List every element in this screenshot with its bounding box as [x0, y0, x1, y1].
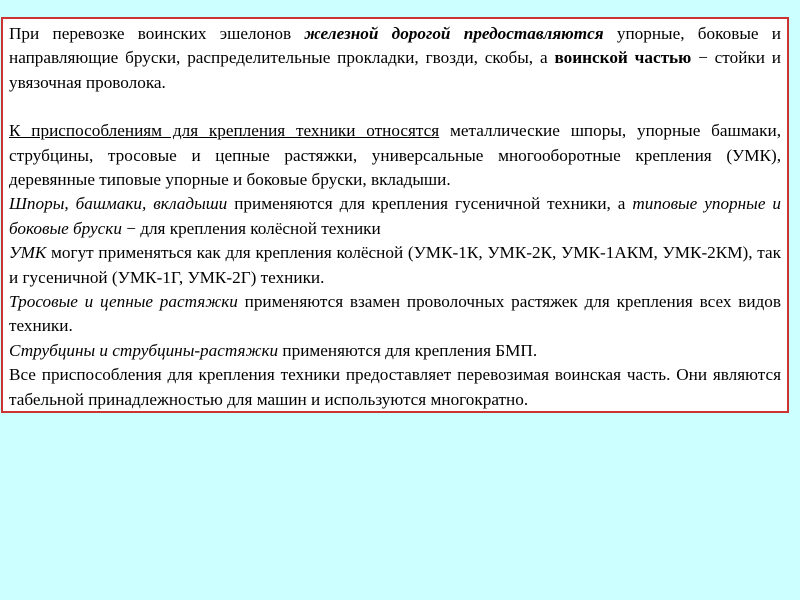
underlined-heading: К приспособлениям для крепления техники относятся	[9, 121, 440, 141]
text-segment: применяются для крепления гусеничной техники, а	[227, 194, 633, 214]
text-box	[1, 17, 789, 413]
text-segment: могут применяться как для крепления колёсной (УМК-1К, УМК-2К, УМК-1АКМ, УМК-2КМ), так и гусеничной (УМК-1Г, УМК-2Г) техники.	[9, 243, 781, 287]
text-segment: Все приспособления для крепления техники предоставляет перевозимая воинская часть. Они являются табельной принадлежностью для машин и используются многократно.	[9, 365, 781, 409]
text-segment: упорные, боковые и направляющие бруски, распределительные прокладки, гвозди, скобы, а	[9, 24, 781, 68]
paragraph-railway-provisions	[9, 22, 781, 95]
text-segment: − для крепления колёсной техники	[121, 218, 381, 238]
paragraph-cable-chain	[9, 290, 781, 339]
paragraph-fastening-devices	[9, 119, 781, 192]
text-segment: − стойки и увязочная проволока.	[9, 48, 781, 92]
italic-term: типовые упорные и боковые бруски	[9, 194, 781, 238]
emphasis-railway: железной дорогой предоставляются	[304, 24, 604, 43]
italic-term: Струбцины и струбцины-растяжки	[9, 340, 279, 360]
italic-term: Тросовые и цепные растяжки	[9, 292, 238, 312]
italic-term: Шпоры, башмаки, вкладыши	[9, 194, 228, 214]
text-segment: применяются взамен проволочных растяжек для крепления всех видов техники.	[9, 292, 782, 336]
paragraph-clamps	[9, 339, 781, 363]
text-segment: металлические шпоры, упорные башмаки, струбцины, тросовые и цепные растяжки, универсальные многооборотные крепления (УМК), деревянные типовые упорные и боковые бруски, вкладыши.	[9, 121, 781, 190]
text-segment: применяются для крепления БМП.	[278, 340, 538, 360]
text-segment: При перевозке воинских эшелонов	[9, 24, 305, 43]
italic-term: УМК	[9, 243, 47, 263]
emphasis-military-unit: воинской частью	[554, 48, 692, 68]
paragraph-spacer	[9, 95, 781, 119]
paragraph-all-devices	[9, 363, 781, 412]
paragraph-umk	[9, 241, 781, 290]
paragraph-spurs-shoes	[9, 192, 781, 241]
